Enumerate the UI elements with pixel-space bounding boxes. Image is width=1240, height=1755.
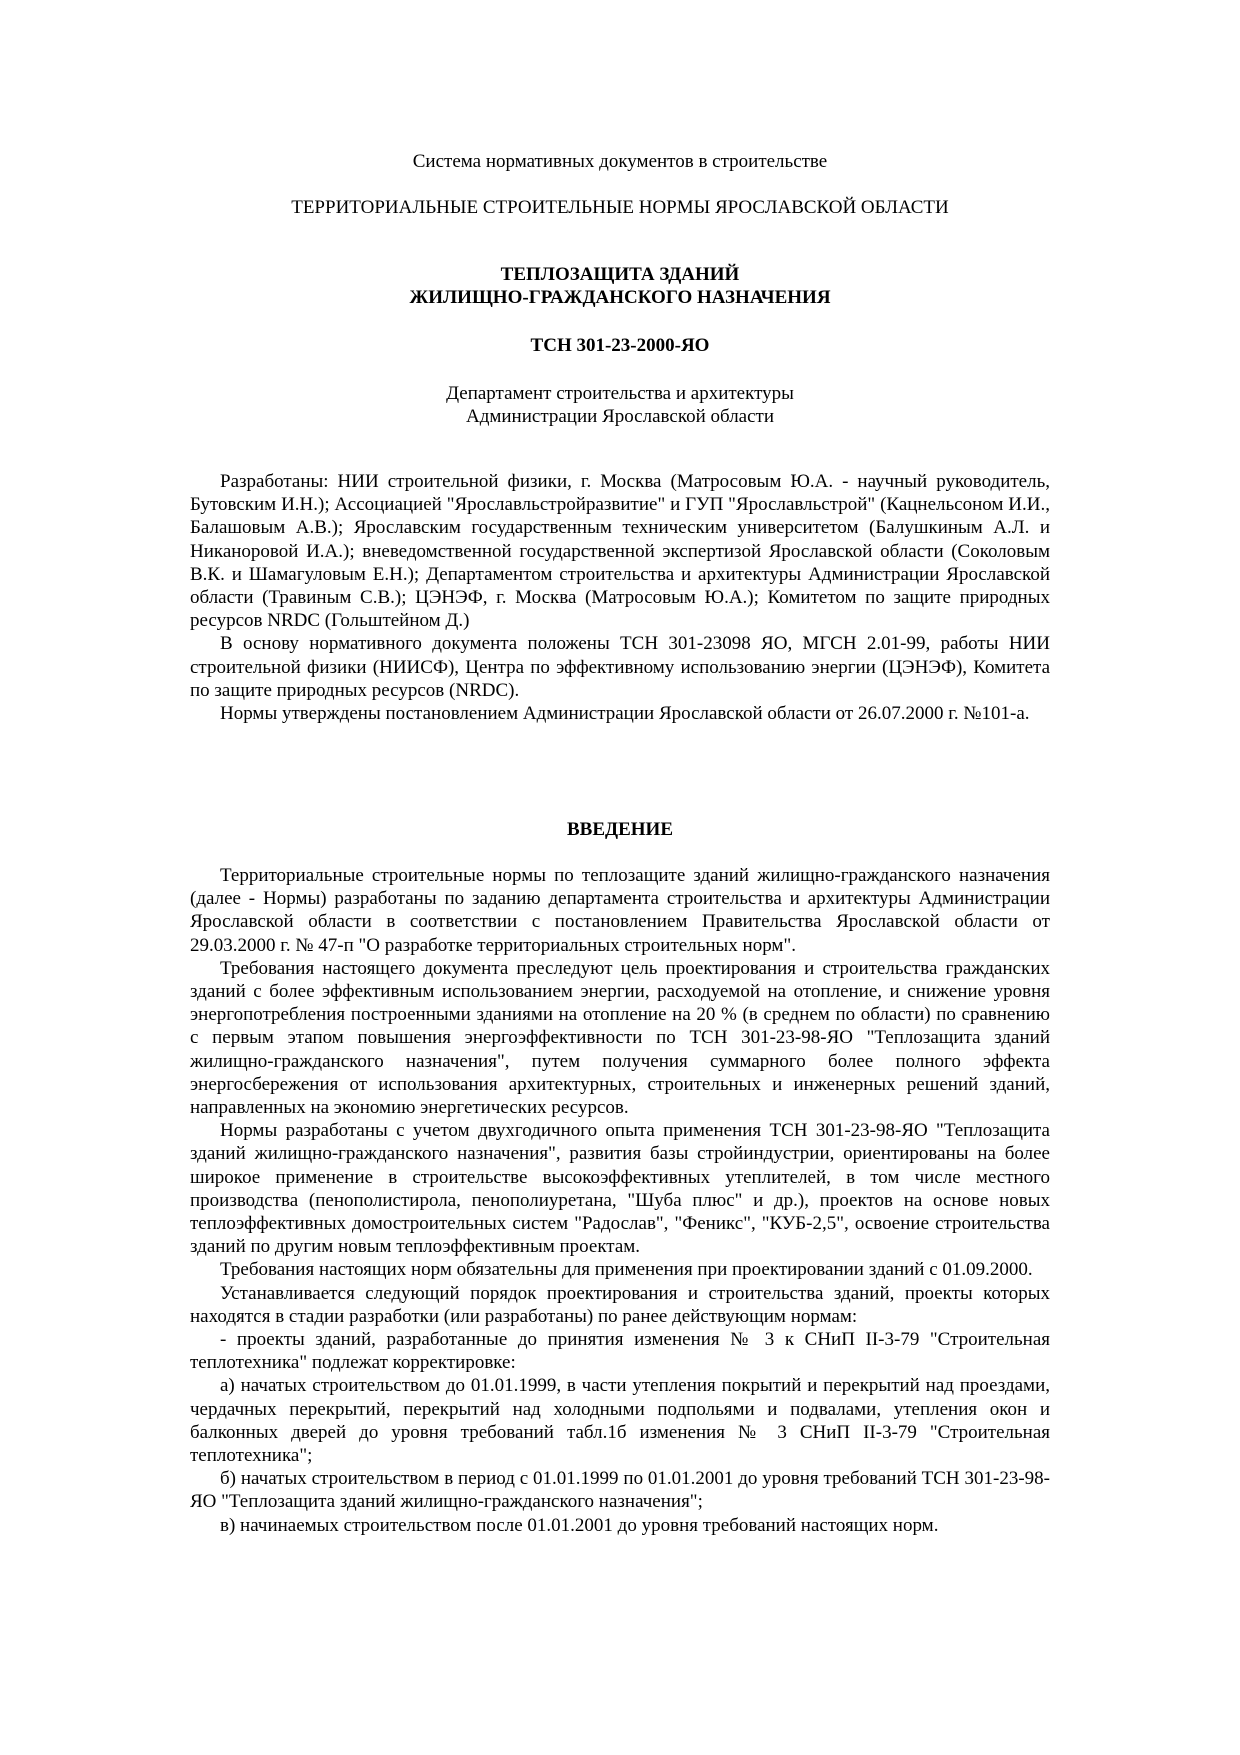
intro-paragraph: Территориальные строительные нормы по теплозащите зданий жилищно-гражданского назначения (далее - Нормы) разработаны по заданию департамента строительства и архитектуры Администрации Ярославской области в соответствии с постановлением Правительства Ярославской области от 29.03.2000 г. № 47-п "О разработке территориальных строительных норм". [190,865,1050,956]
introduction-heading: ВВЕДЕНИЕ [567,819,673,840]
intro-paragraph: Требования настоящего документа преследуют цель проектирования и строительства гражданских зданий с более эффективным использованием энергии, расходуемой на отопление, и снижение уровня энергопотребления построенными зданиями на отопление на 20 % (в среднем по области) по сравнению с первым этапом повышения энергоэффективности по ТСН 301-23-98-ЯО "Теплозащита зданий жилищно-гражданского назначения", путем получения суммарного более полного эффекта энергосбережения от использования архитектурных, строительных и инженерных решений зданий, направленных на экономию энергетических ресурсов. [190,957,1050,1119]
credits-basis: В основу нормативного документа положены ТСН 301-23098 ЯО, МГСН 2.01-99, работы НИИ строительной физики (НИИСФ), Центра по эффективному использованию энергии (ЦЭНЭФ), Комитета по защите природных ресурсов (NRDC). [190,633,1050,701]
document-code: ТСН 301-23-2000-ЯО [530,335,710,356]
intro-paragraph: в) начинаемых строительством после 01.01.2001 до уровня требований настоящих норм. [220,1514,939,1536]
department-line-2: Администрации Ярославской области [465,406,775,427]
intro-paragraph: - проекты зданий, разработанные до принятия изменения № 3 к СНиП II-3-79 "Строительная теплотехника" подлежат корректировке: [190,1329,1050,1374]
department [190,382,1050,428]
document-title [190,263,1050,309]
credits-approval: Нормы утверждены постановлением Администрации Ярославской области от 26.07.2000 г. №101-а. [220,703,1030,725]
intro-paragraph: а) начатых строительством до 01.01.1999, в части утепления покрытий и перекрытий над проездами, чердачных перекрытий, перекрытий над холодными подпольями и подвалами, утепления окон и балконных дверей до уровня требований табл.1б изменения № 3 СНиП II-3-79 "Строительная теплотехника"; [190,1375,1050,1467]
intro-paragraph: б) начатых строительством в период с 01.01.1999 по 01.01.2001 до уровня требований ТСН 301-23-98-ЯО "Теплозащита зданий жилищно-гражданского назначения"; [190,1468,1050,1513]
title-line-1: ТЕПЛОЗАЩИТА ЗДАНИЙ [500,264,740,285]
credits-section [190,470,1050,725]
intro-paragraph: Нормы разработаны с учетом двухгодичного опыта применения ТСН 301-23-98-ЯО "Теплозащита зданий жилищно-гражданского назначения", развития базы стройиндустрии, ориентированы на более широкое применение в строительстве высокоэффективных утеплителей, в том числе местного производства (пенополистирола, пенополиуретана, "Шуба плюс" и др.), проектов на основе новых теплоэффективных домостроительных систем "Радослав", "Феникс", "КУБ-2,5", освоение строительства зданий по другим новым теплоэффективным проектам. [190,1120,1050,1258]
territorial-norms-header: ТЕРРИТОРИАЛЬНЫЕ СТРОИТЕЛЬНЫЕ НОРМЫ ЯРОСЛАВСКОЙ ОБЛАСТИ [291,197,949,218]
credits-developers: Разработаны: НИИ строительной физики, г. Москва (Матросовым Ю.А. - научный руководитель, Бутовским И.Н.); Ассоциацией "Ярославльстройразвитие" и ГУП "Ярославльстрой" (Кацнельсоном И.И., Балашовым А.В.); Ярославским государственным техническим университетом (Балушкиным А.Л. и Никаноровой И.А.); вневедомственной государственной экспертизой Ярославской области (Соколовым В.К. и Шамагуловым Е.Н.); Департаментом строительства и архитектуры Администрации Ярославской области (Травиным С.В.); ЦЭНЭФ, г. Москва (Матросовым Ю.А.); Комитетом по защите природных ресурсов NRDC (Гольштейном Д.) [190,471,1050,632]
introduction-section [190,864,1050,1537]
title-line-2: ЖИЛИЩНО-ГРАЖДАНСКОГО НАЗНАЧЕНИЯ [409,287,831,308]
department-line-1: Департамент строительства и архитектуры [446,383,794,404]
intro-paragraph: Устанавливается следующий порядок проектирования и строительства зданий, проекты которых находятся в стадии разработки (или разработаны) по ранее действующим нормам: [190,1282,1050,1327]
intro-paragraph: Требования настоящих норм обязательны для применения при проектировании зданий с 01.09.2000. [220,1259,1033,1281]
system-header: Система нормативных документов в строительстве [412,151,828,172]
